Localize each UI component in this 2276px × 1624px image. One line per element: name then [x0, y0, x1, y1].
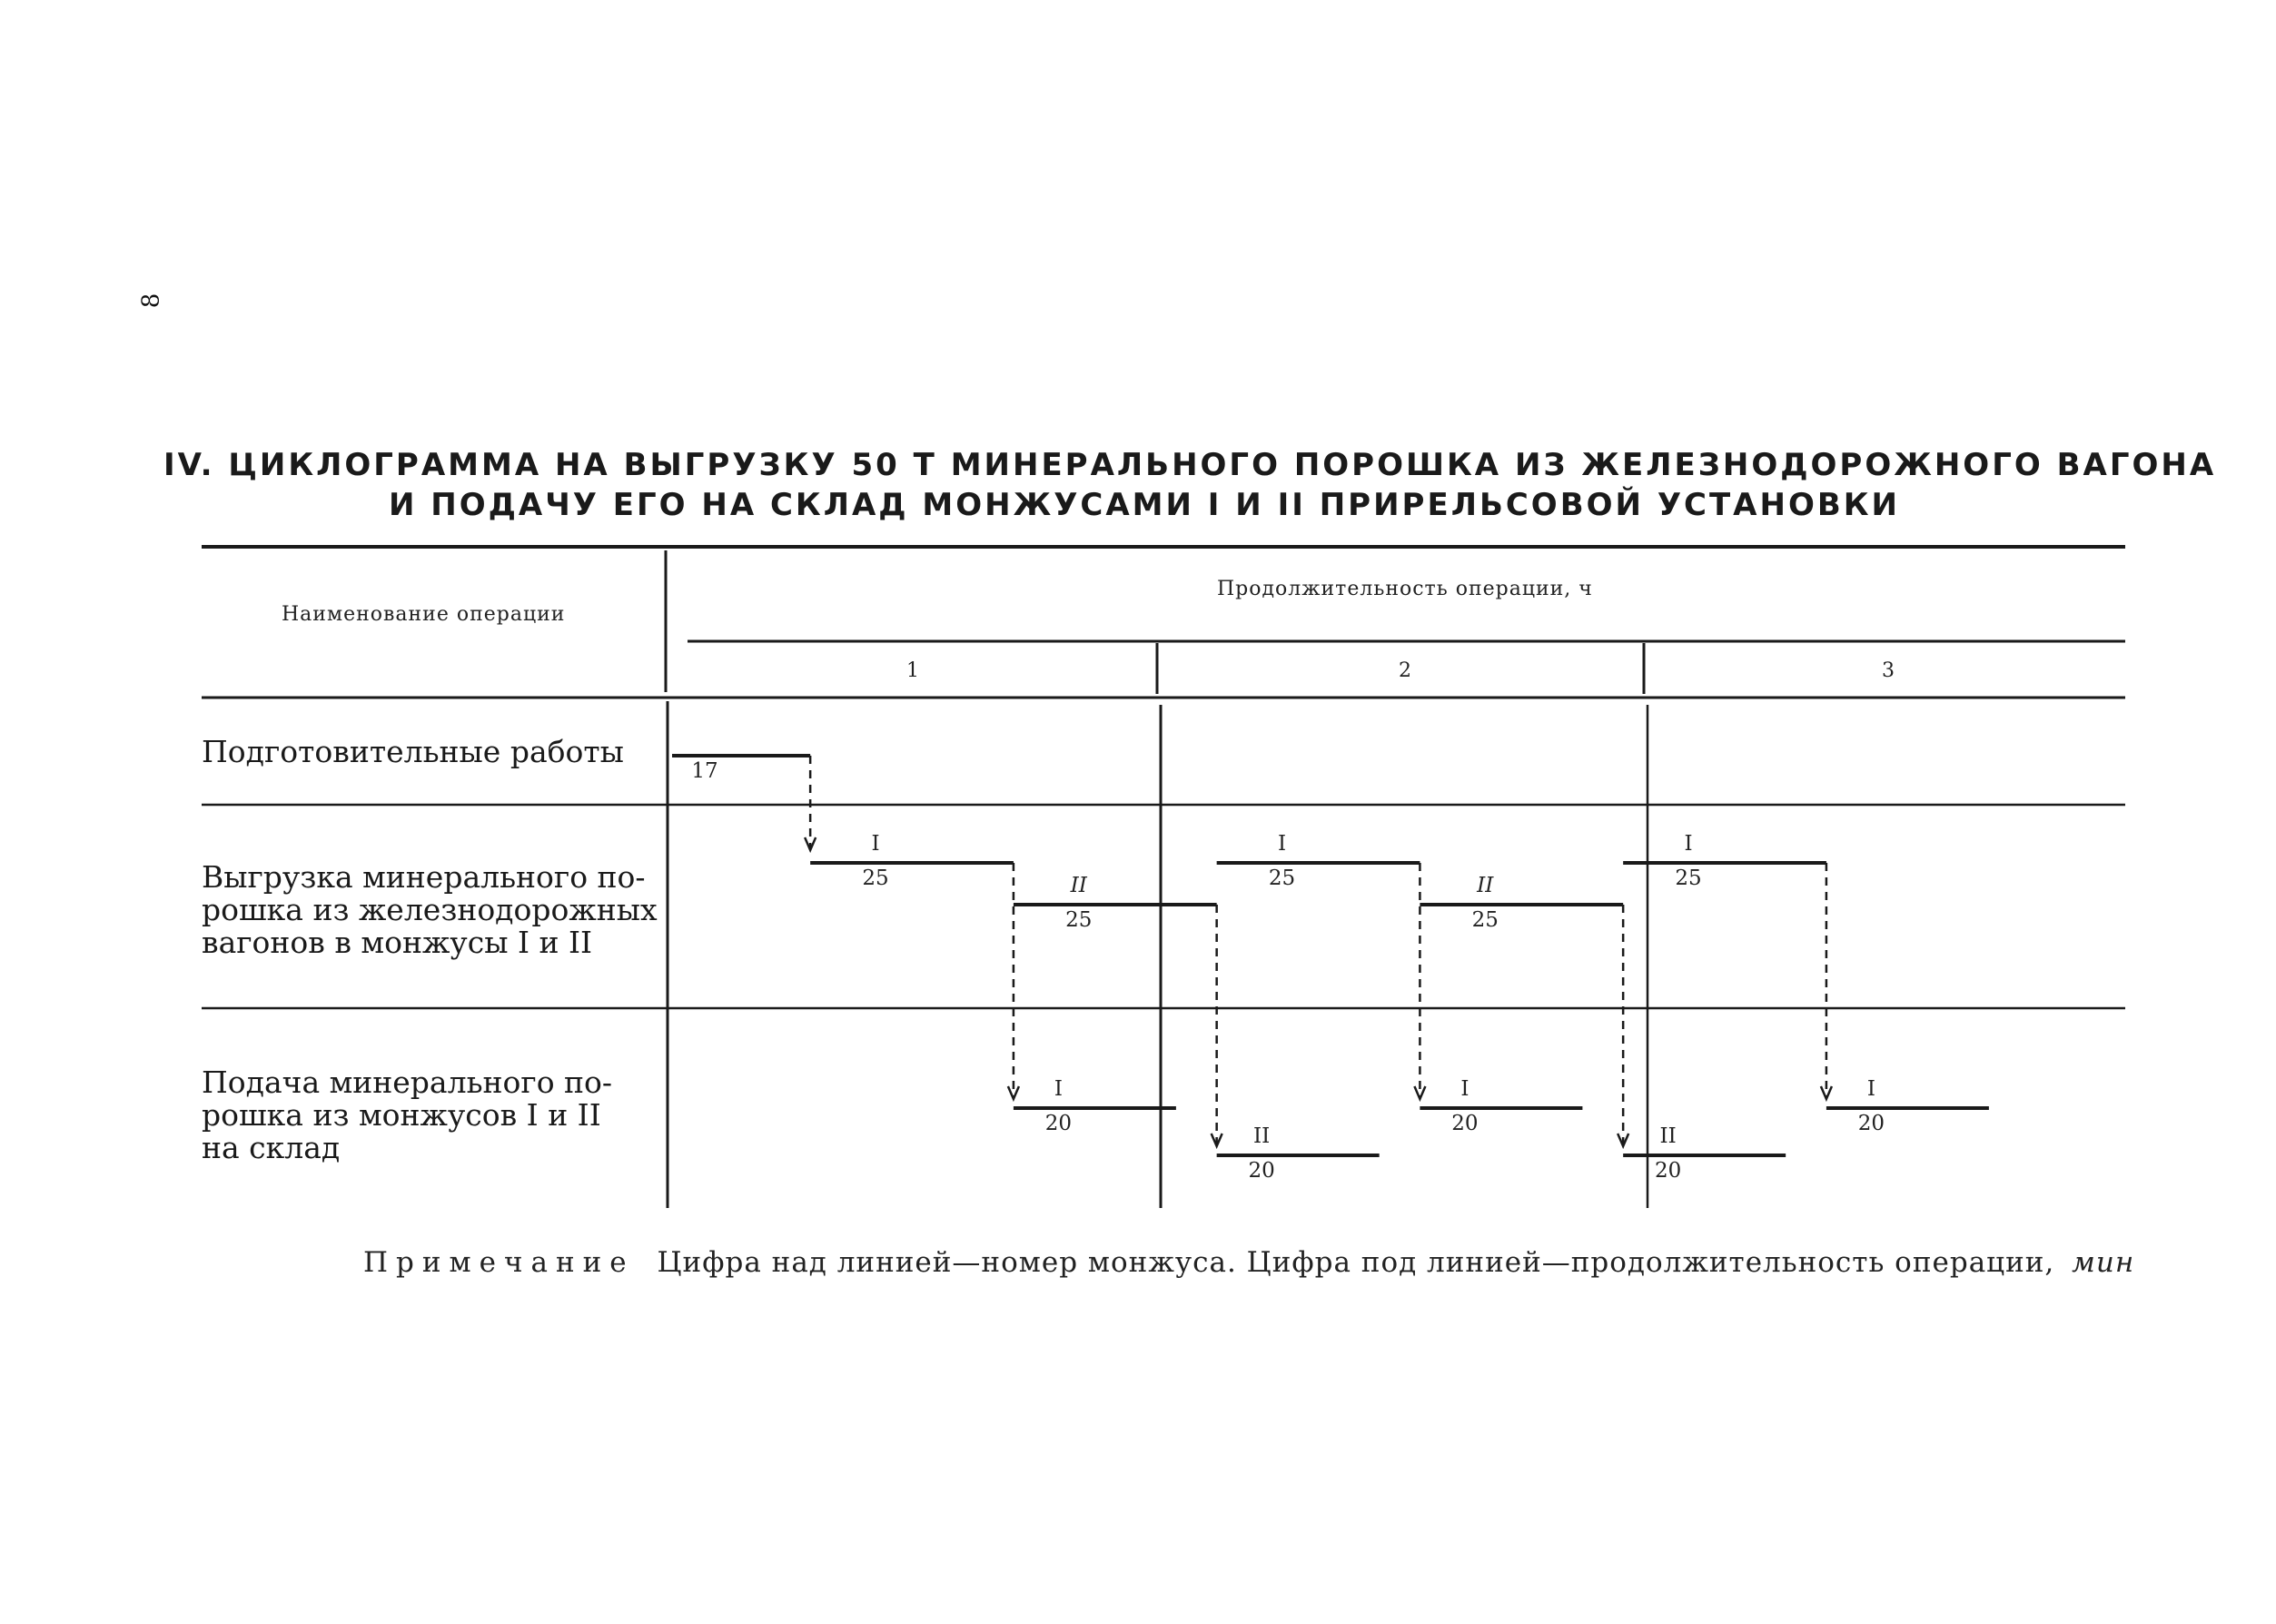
duration-label: 20	[1655, 1159, 1682, 1183]
operation-name-1-line-1: Подготовительные работы	[202, 734, 624, 769]
monzhus-label: I	[1866, 1077, 1875, 1101]
page-title-line-1: IV. ЦИКЛОГРАММА НА ВЫГРУЗКУ 50 Т МИНЕРАЛЬНОГО ПОРОШКА ИЗ ЖЕЛЕЗНОДОРОЖНОГО ВАГОНА	[163, 447, 2217, 483]
operation-name-3	[202, 1066, 612, 1164]
duration-label: 25	[1471, 908, 1499, 932]
duration-label: 17	[691, 759, 718, 783]
monzhus-label: II	[1477, 874, 1494, 897]
operation-name-1	[202, 736, 624, 768]
page-title-line-2: И ПОДАЧУ ЕГО НА СКЛАД МОНЖУСАМИ I И II ПРИРЕЛЬСОВОЙ УСТАНОВКИ	[388, 487, 1901, 523]
page-number: 8	[137, 292, 165, 309]
hour-label-2: 2	[1399, 659, 1412, 682]
monzhus-label: I	[1460, 1077, 1470, 1101]
monzhus-label: I	[1277, 832, 1287, 856]
column-header-duration: Продолжительность операции, ч	[1217, 578, 1593, 600]
duration-label: 25	[1268, 866, 1296, 890]
footnote-text: Цифра над линией—номер монжуса. Цифра под линией—продолжительность операции,	[657, 1246, 2055, 1279]
footnote-label: Примечание	[363, 1246, 635, 1279]
duration-label: 25	[862, 866, 889, 890]
duration-label: 20	[1248, 1159, 1275, 1183]
duration-label: 25	[1065, 908, 1093, 932]
operation-name-2-line-3: вагонов в монжусы I и II	[202, 925, 593, 960]
operation-name-3-line-3: на склад	[202, 1130, 341, 1165]
duration-label: 20	[1857, 1112, 1885, 1135]
footnote	[363, 1246, 2134, 1279]
duration-label: 25	[1675, 866, 1702, 890]
monzhus-label: I	[1054, 1077, 1063, 1101]
duration-label: 20	[1044, 1112, 1073, 1135]
operation-name-2-line-1: Выгрузка минерального по-	[202, 859, 646, 895]
operation-name-3-line-1: Подача минерального по-	[202, 1065, 613, 1100]
gantt-layer	[672, 756, 1989, 1155]
hour-label-1: 1	[906, 659, 920, 682]
operation-name-2	[202, 861, 658, 959]
monzhus-label: I	[1684, 832, 1693, 856]
monzhus-label: II	[1253, 1124, 1271, 1148]
column-header-operation: Наименование операции	[282, 603, 566, 626]
operation-name-3-line-2: рошка из монжусов I и II	[202, 1097, 601, 1133]
monzhus-label: I	[871, 832, 880, 856]
hour-label-3: 3	[1882, 659, 1895, 682]
monzhus-label: II	[1659, 1124, 1677, 1148]
monzhus-label: II	[1070, 874, 1087, 897]
operation-name-2-line-2: рошка из железнодорожных	[202, 892, 658, 927]
footnote-unit: мин	[2072, 1246, 2135, 1279]
duration-label: 20	[1451, 1112, 1479, 1135]
